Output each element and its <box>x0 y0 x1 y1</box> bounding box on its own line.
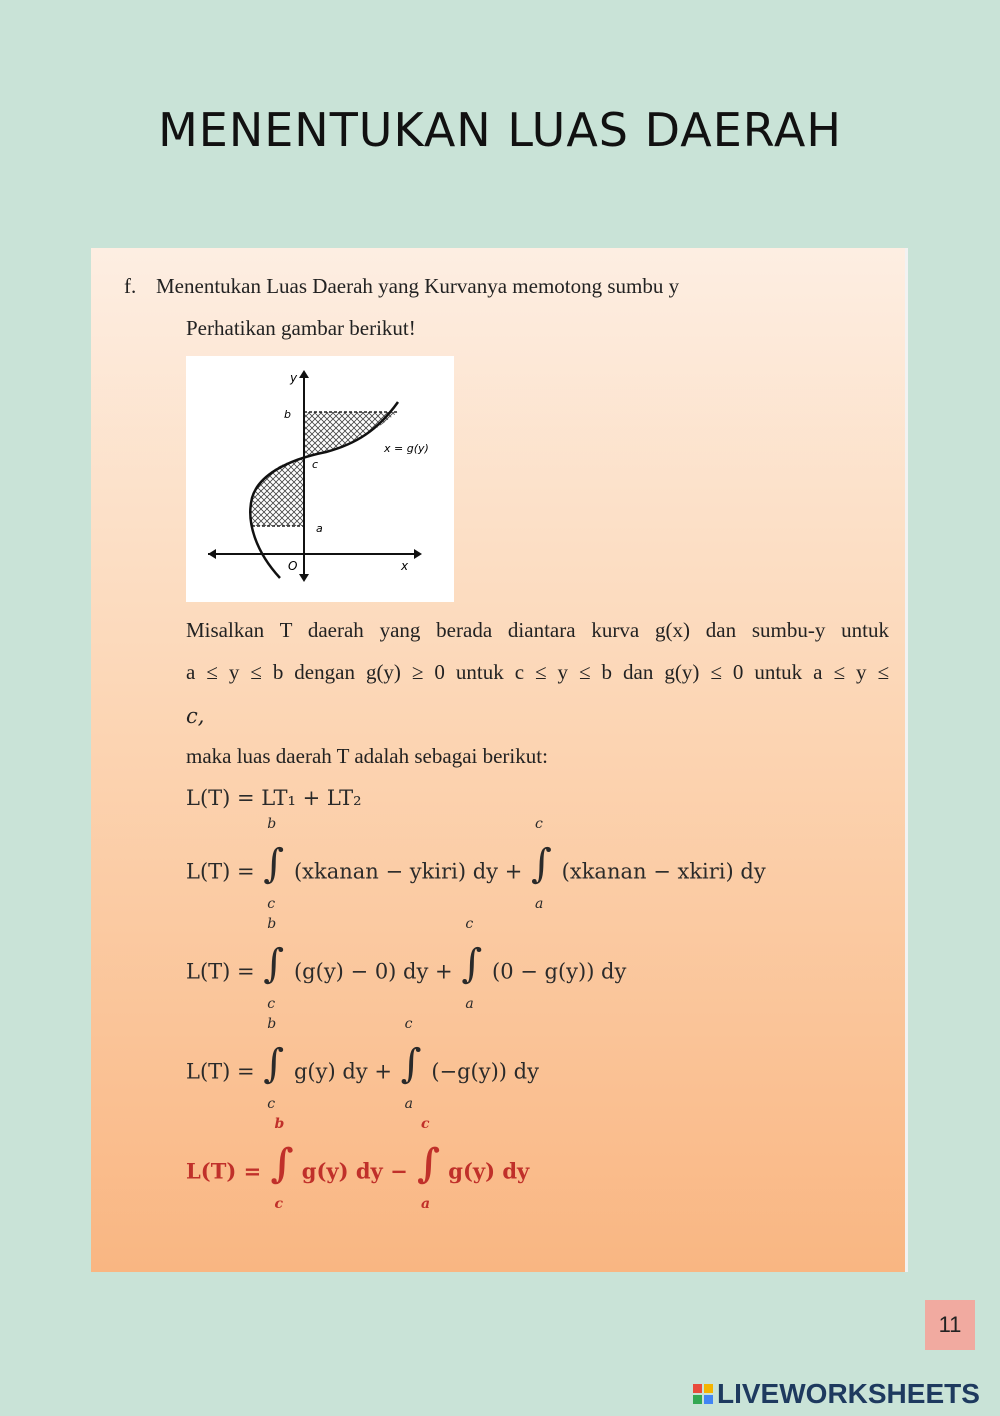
origin-label: O <box>288 559 298 573</box>
section-heading <box>124 274 679 299</box>
page-title: MENENTUKAN LUAS DAERAH <box>158 103 842 157</box>
b-label: b <box>284 408 291 421</box>
section-heading-text: Menentukan Luas Daerah yang Kurvanya memotong sumbu y <box>156 274 680 298</box>
eq1-lhs: L(T) = <box>186 786 255 810</box>
eq1-rhs: LT₁ + LT₂ <box>261 786 362 810</box>
intro-text: Perhatikan gambar berikut! <box>186 316 416 340</box>
eq2-lhs: L(T) = <box>186 859 255 884</box>
content-panel <box>91 248 905 1272</box>
integral-sign: b ∫ c <box>270 1116 294 1212</box>
integral-sign: b ∫ c <box>263 1016 285 1112</box>
eq5-lhs: L(T) = <box>186 1158 262 1184</box>
equation-3 <box>186 916 627 1012</box>
curve-label: x = g(y) <box>384 442 429 455</box>
eq3-term-1: (g(y) − 0) dy + <box>293 959 453 984</box>
integral-sign: b ∫ c <box>263 816 285 912</box>
eq5-term-2: g(y) dy <box>448 1158 530 1184</box>
y-label: y <box>290 371 298 385</box>
area-figure <box>186 356 454 602</box>
paragraph-line-1: Misalkan T daerah yang berada diantara kurva g(x) dan sumbu-y untuk <box>186 618 889 642</box>
eq4-lhs: L(T) = <box>186 1059 255 1084</box>
brand-text: LIVEWORKSHEETS <box>717 1378 980 1409</box>
x-label: x <box>401 559 409 573</box>
eq3-term-2: (0 − g(y)) dy <box>492 959 627 984</box>
liveworksheets-brand[interactable] <box>693 1378 980 1410</box>
eq4-term-1: g(y) dy + <box>293 1059 392 1084</box>
liveworksheets-logo-icon <box>693 1384 713 1404</box>
integral-sign: c ∫ a <box>530 816 552 912</box>
equation-5-result <box>186 1116 530 1212</box>
paragraph-line-2: a ≤ y ≤ b dengan g(y) ≥ 0 untuk c ≤ y ≤ b dan g(y) ≤ 0 untuk a ≤ y ≤ <box>186 660 889 684</box>
page-number-badge: 11 <box>925 1300 975 1350</box>
paragraph-line-3: c, <box>186 704 205 728</box>
section-number: f. <box>124 274 137 298</box>
eq3-lhs: L(T) = <box>186 959 255 984</box>
equation-2 <box>186 816 766 912</box>
eq2-term-1: (xkanan − ykiri) dy + <box>293 859 523 884</box>
eq5-term-1: g(y) dy − <box>301 1158 408 1184</box>
area-graph <box>186 356 454 602</box>
c-label: c <box>312 458 319 471</box>
equation-4 <box>186 1016 539 1112</box>
integral-sign: b ∫ c <box>263 916 285 1012</box>
integral-sign: c ∫ a <box>461 916 483 1012</box>
paragraph-line-4: maka luas daerah T adalah sebagai berikut: <box>186 744 548 768</box>
integral-sign: c ∫ a <box>400 1016 422 1112</box>
integral-sign: c ∫ a <box>416 1116 441 1212</box>
equation-1 <box>186 786 362 810</box>
a-label: a <box>316 522 323 535</box>
eq2-term-2: (xkanan − xkiri) dy <box>561 859 766 884</box>
eq4-term-2: (−g(y)) dy <box>431 1059 539 1084</box>
